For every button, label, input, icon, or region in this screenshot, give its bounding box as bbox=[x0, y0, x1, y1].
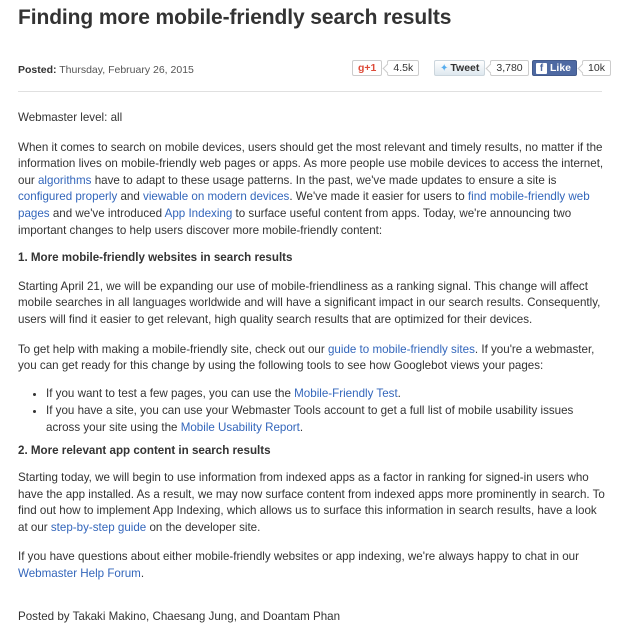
app-indexing-link[interactable]: App Indexing bbox=[164, 206, 233, 220]
like-button[interactable]: f Like bbox=[532, 60, 577, 76]
tools-list bbox=[18, 386, 608, 437]
closing-paragraph: If you have questions about either mobile-friendly websites or app indexing, we're always happy to chat in our Webmaster Help Forum. bbox=[18, 550, 579, 581]
byline: Posted by Takaki Makino, Chaesang Jung, and Doantam Phan bbox=[18, 609, 341, 623]
facebook-icon: f bbox=[536, 63, 547, 74]
tweet-button[interactable]: ✦ Tweet bbox=[434, 60, 485, 76]
gplus-share bbox=[352, 59, 419, 77]
section2-paragraph: Starting today, we will begin to use information from indexed apps as a factor in ranking for signed-in users who have the app installed. As a result, we may now surface content from indexed apps more prominently in search. To find out how to implement App Indexing, which allows us to surface this information in search results, have a look at our step-by-step guide on the developer site. bbox=[18, 471, 605, 534]
webmaster-help-forum-link[interactable]: Webmaster Help Forum bbox=[18, 567, 141, 581]
divider bbox=[18, 91, 602, 92]
post-body bbox=[18, 110, 608, 625]
facebook-like-share bbox=[532, 59, 611, 77]
twitter-bird-icon: ✦ bbox=[440, 62, 449, 74]
tweet-count: 3,780 bbox=[490, 60, 528, 76]
section1-paragraph1: Starting April 21, we will be expanding our use of mobile-friendliness as a ranking signal. This change will affect mobile searches in all languages worldwide and will have a significant impact in our search results. Consequently, users will find it easier to get relevant, high quality search results that are optimized for their devices. bbox=[18, 279, 601, 326]
viewable-modern-devices-link[interactable]: viewable on modern devices bbox=[143, 190, 290, 204]
section2-heading: 2. More relevant app content in search results bbox=[18, 443, 271, 457]
section1-paragraph2: To get help with making a mobile-friendly site, check out our guide to mobile-friendly sites. If you're a webmaster, you can get ready for this change by using the following tools to see how Googlebot views your pages: bbox=[18, 342, 595, 373]
page-title: Finding more mobile-friendly search results bbox=[18, 6, 452, 29]
like-count: 10k bbox=[582, 60, 611, 76]
algorithms-link[interactable]: algorithms bbox=[37, 173, 92, 187]
webmaster-level: Webmaster level: all bbox=[18, 111, 123, 124]
gplus-count: 4.5k bbox=[387, 60, 419, 76]
configured-properly-link[interactable]: configured properly bbox=[18, 190, 118, 204]
guide-mobile-friendly-sites-link[interactable]: guide to mobile-friendly sites bbox=[327, 342, 475, 356]
post-meta bbox=[18, 56, 605, 82]
tweet-share bbox=[434, 59, 529, 77]
section1-heading: 1. More mobile-friendly websites in search results bbox=[18, 251, 293, 265]
posted-line bbox=[18, 64, 194, 76]
posted-date: Thursday, February 26, 2015 bbox=[59, 64, 194, 76]
gplus-icon: g bbox=[358, 62, 365, 74]
intro-paragraph: When it comes to search on mobile devices, users should get the most relevant and timely results, no matter if the information lives on mobile-friendly web pages or apps. As more people use mobile devices to access the internet, our algorithms have to adapt to these usage patterns. In the past, we've made updates to ensure a site is configured properly and viewable on modern devices. We've made it easier for users to find mobile-friendly web pages and we've introduced App Indexing to surface useful content from apps. Today, we're announcing two important changes to help users discover more mobile-friendly content: bbox=[18, 140, 604, 237]
gplus-button[interactable]: g +1 bbox=[352, 60, 382, 76]
step-by-step-guide-link[interactable]: step-by-step guide bbox=[50, 520, 147, 534]
mobile-friendly-test-link[interactable]: Mobile-Friendly Test bbox=[294, 386, 398, 400]
mobile-usability-report-link[interactable]: Mobile Usability Report bbox=[180, 420, 300, 434]
find-mobile-friendly-link[interactable]: find mobile-friendly web pages bbox=[18, 190, 590, 220]
list-item: • If you have a site, you can use your Webmaster Tools account to get a full list of mobile usability issues across your site using the Mobile Usability Report. bbox=[46, 403, 608, 436]
posted-label: Posted: bbox=[18, 64, 57, 76]
list-item: • If you want to test a few pages, you can use the Mobile-Friendly Test. bbox=[46, 386, 608, 403]
